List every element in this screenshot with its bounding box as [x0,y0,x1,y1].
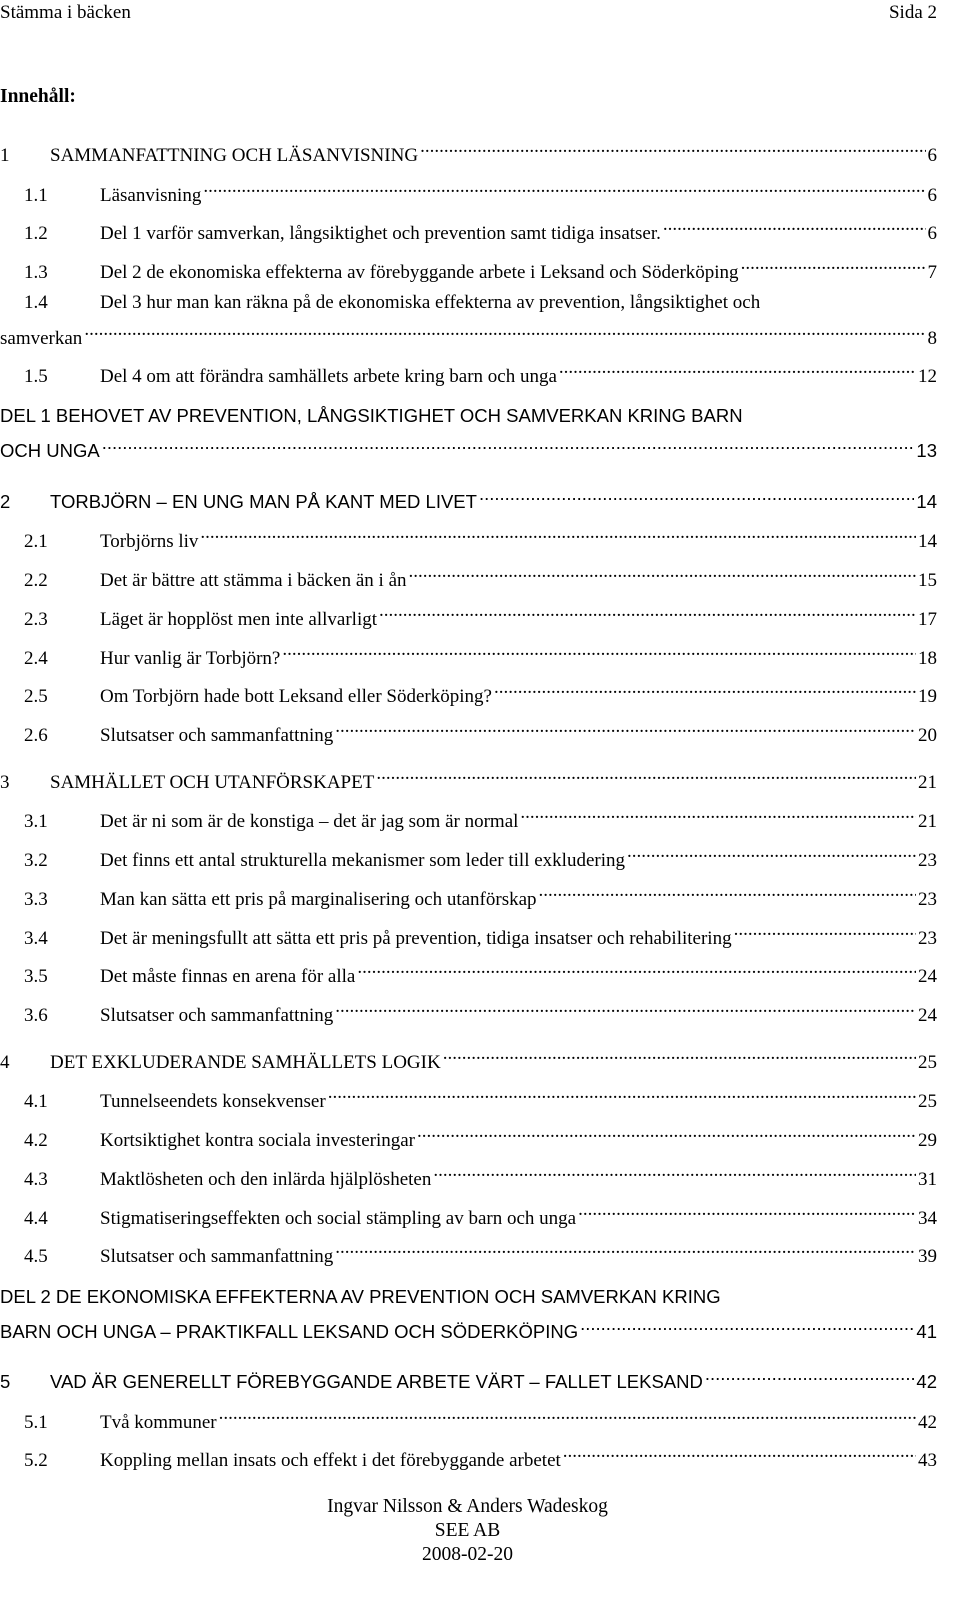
toc-entry-number: 1.4 [24,292,48,313]
toc-entry-number: 5.2 [24,1450,48,1471]
footer-date: 2008-02-20 [422,1544,513,1565]
toc-entry-number: 4.3 [24,1169,48,1190]
toc-entry-continuation[interactable] [0,316,937,349]
toc-entry-number: 3.3 [24,889,48,910]
dot-leader [357,954,916,982]
toc-entry-number: 1.2 [24,223,48,244]
toc-entry-page: 25 [918,1052,937,1073]
header-document-title: Stämma i bäcken [0,2,131,23]
dot-leader [741,250,926,278]
toc-entry-title: Läsanvisning [100,185,202,206]
toc-entry-page: 18 [918,648,937,669]
dot-leader [335,713,916,741]
toc-entry[interactable] [0,799,937,832]
toc-entry[interactable] [0,877,937,910]
dot-leader [376,760,916,788]
toc-entry[interactable] [0,211,937,244]
toc-entry-page: 14 [918,531,937,552]
toc-entry-number: 4.2 [24,1130,48,1151]
dot-leader [84,316,925,344]
toc-entry[interactable] [0,1283,937,1311]
toc-entry[interactable] [0,954,937,987]
toc-entry[interactable] [0,760,937,793]
dot-leader [203,173,925,201]
toc-entry-page: 23 [918,850,937,871]
toc-entry-number: 2.5 [24,686,48,707]
toc-entry-title: Det måste finnas en arena för alla [100,966,356,987]
dot-leader [282,636,916,664]
toc-entry[interactable] [0,173,937,206]
toc-entry-title: Det är ni som är de konstiga – det är jag som är normal [100,811,519,832]
toc-entry-title: Det finns ett antal strukturella mekanismer som leder till exkludering [100,850,625,871]
toc-entry-page: 14 [916,491,937,512]
toc-entry-title: Läget är hopplöst men inte allvarligt [100,609,378,630]
toc-entry[interactable] [0,250,937,283]
toc-entry-title-continuation: OCH UNGA [0,440,100,461]
toc-entry[interactable] [0,1079,937,1112]
toc-entry-number: 2.3 [24,609,48,630]
toc-entry-number: 4.1 [24,1091,48,1112]
toc-entry[interactable] [0,354,937,387]
toc-entry-page: 7 [927,262,937,283]
toc-entry-page: 13 [916,440,937,461]
toc-entry-page: 6 [927,145,937,166]
toc-entry-number: 1.1 [24,185,48,206]
toc-entry-title: Del 1 varför samverkan, långsiktighet och prevention samt tidiga insatser. [100,223,661,244]
toc-entry-page: 12 [918,366,937,387]
dot-leader [102,429,915,457]
dot-leader [409,558,916,586]
toc-entry-page: 8 [927,328,937,349]
toc-entry-number: 3.1 [24,811,48,832]
dot-leader [494,674,916,702]
toc-entry[interactable] [0,1438,937,1471]
toc-entry-page: 15 [918,570,937,591]
toc-entry-page: 6 [927,223,937,244]
toc-entry-title: Kortsiktighet kontra sociala investeringar [100,1130,415,1151]
toc-entry-title: DET EXKLUDERANDE SAMHÄLLETS LOGIK [50,1052,441,1073]
toc-entry-title: Det är bättre att stämma i bäcken än i ån [100,570,407,591]
toc-entry-title: Torbjörns liv [100,531,199,552]
toc-entry-title: Stigmatiseringseffekten och social stämpling av barn och unga [100,1208,577,1229]
toc-entry[interactable] [0,1157,937,1190]
toc-entry-title-continuation: BARN OCH UNGA – PRAKTIKFALL LEKSAND OCH SÖDERKÖPING [0,1321,579,1342]
toc-entry-page: 20 [918,725,937,746]
toc-entry-title: Del 3 hur man kan räkna på de ekonomiska effekterna av prevention, långsiktighet och [100,292,761,313]
toc-entry-number: 1.3 [24,262,48,283]
toc-entry-page: 21 [918,811,937,832]
toc-entry-page: 23 [918,928,937,949]
toc-entry-title: Del 2 de ekonomiska effekterna av förebyggande arbete i Leksand och Söderköping [100,262,739,283]
dot-leader [219,1400,916,1428]
toc-entry-number: 1.5 [24,366,48,387]
dot-leader [559,354,916,382]
toc-entry-page: 43 [918,1450,937,1471]
toc-entry-title: SAMMANFATTNING OCH LÄSANVISNING [50,145,419,166]
toc-entry-title: TORBJÖRN – EN UNG MAN PÅ KANT MED LIVET [50,491,477,512]
toc-entry-number: 3.2 [24,850,48,871]
toc-entry[interactable] [0,558,937,591]
dot-leader [433,1157,916,1185]
dot-leader [734,916,916,944]
toc-entry-page: 42 [918,1412,937,1433]
toc-entry-page: 39 [918,1246,937,1267]
dot-leader [479,480,914,508]
toc-entry-page: 6 [927,185,937,206]
toc-entry-page: 19 [918,686,937,707]
dot-leader [539,877,916,905]
toc-entry-page: 17 [918,609,937,630]
toc-entry-number: 3.4 [24,928,48,949]
toc-entry-number: 2.1 [24,531,48,552]
toc-entry-continuation[interactable] [0,429,937,461]
toc-entry[interactable] [0,636,937,669]
footer-authors: Ingvar Nilsson & Anders Wadeskog [327,1496,608,1517]
toc-entry[interactable] [0,993,937,1026]
toc-entry[interactable] [0,519,937,552]
dot-leader [200,519,916,547]
toc-entry-page: 42 [916,1371,937,1392]
toc-entry-title: Man kan sätta ett pris på marginalisering och utanförskap [100,889,537,910]
dot-leader [443,1040,916,1068]
toc-entry[interactable] [0,674,937,707]
toc-entry-title: Det är meningsfullt att sätta ett pris på prevention, tidiga insatser och rehabilitering [100,928,732,949]
toc-entry-number: 1 [0,145,10,166]
toc-entry-number: 3.5 [24,966,48,987]
toc-entry-page: 21 [918,772,937,793]
toc-entry-title: Två kommuner [100,1412,217,1433]
dot-leader [627,838,916,866]
toc-entry-number: 2.4 [24,648,48,669]
toc-entry-title: Slutsatser och sammanfattning [100,1246,334,1267]
toc-entry[interactable] [0,1040,937,1073]
toc-entry[interactable] [0,480,937,512]
toc-entry-page: 31 [918,1169,937,1190]
dot-leader [335,993,916,1021]
toc-entry-title: Tunnelseendets konsekvenser [100,1091,326,1112]
toc-entry[interactable] [0,916,937,949]
toc-entry-title: Slutsatser och sammanfattning [100,725,334,746]
toc-entry-continuation[interactable] [0,1310,937,1342]
toc-entry-number: 5.1 [24,1412,48,1433]
toc-entry-title: Slutsatser och sammanfattning [100,1005,334,1026]
toc-entry-page: 24 [918,966,937,987]
toc-entry[interactable] [0,1118,937,1151]
toc-entry-page: 24 [918,1005,937,1026]
toc-entry[interactable] [0,133,937,166]
toc-entry[interactable] [0,713,937,746]
toc-entry[interactable] [0,289,937,317]
dot-leader [420,133,925,161]
toc-entry-number: 2 [0,491,11,512]
toc-entry-number: 2.6 [24,725,48,746]
dot-leader [328,1079,916,1107]
toc-entry-title: Hur vanlig är Torbjörn? [100,648,281,669]
dot-leader [578,1196,916,1224]
toc-entry-number: 4.4 [24,1208,48,1229]
dot-leader [335,1234,916,1262]
toc-entry-title: Maktlösheten och den inlärda hjälplösheten [100,1169,432,1190]
toc-entry-title: Koppling mellan insats och effekt i det förebyggande arbetet [100,1450,561,1471]
toc-entry[interactable] [0,1234,937,1267]
toc-entry-page: 41 [916,1321,937,1342]
toc-entry-page: 23 [918,889,937,910]
dot-leader [705,1360,915,1388]
toc-entry[interactable] [0,1400,937,1433]
dot-leader [663,211,926,239]
toc-entry-number: 4 [0,1052,10,1073]
toc-entry[interactable] [0,1360,937,1392]
dot-leader [379,597,916,625]
toc-entry-page: 25 [918,1091,937,1112]
toc-entry-title: Del 4 om att förändra samhällets arbete kring barn och unga [100,366,557,387]
header-page-number: Sida 2 [888,2,937,23]
toc-entry-page: 34 [918,1208,937,1229]
dot-leader [417,1118,916,1146]
toc-entry-title: VAD ÄR GENERELLT FÖREBYGGANDE ARBETE VÄRT – FALLET LEKSAND [50,1371,703,1392]
toc-entry-title-continuation: samverkan [0,328,83,349]
footer-company: SEE AB [434,1520,501,1541]
toc-entry-number: 2.2 [24,570,48,591]
toc-entry-page: 29 [918,1130,937,1151]
toc-entry[interactable] [0,597,937,630]
dot-leader [563,1438,916,1466]
toc-entry-title: DEL 2 DE EKONOMISKA EFFEKTERNA AV PREVENTION OCH SAMVERKAN KRING [0,1286,721,1307]
toc-entry-number: 3 [0,772,10,793]
toc-entry-number: 4.5 [24,1246,48,1267]
page-header [0,0,937,26]
page-footer [300,1495,635,1567]
toc-entry-number: 5 [0,1371,11,1392]
toc-heading: Innehåll: [0,86,76,107]
toc-entry-number: 3.6 [24,1005,48,1026]
toc-entry[interactable] [0,838,937,871]
dot-leader [580,1310,914,1338]
dot-leader [520,799,916,827]
toc-entry[interactable] [0,402,937,430]
toc-entry-title: SAMHÄLLET OCH UTANFÖRSKAPET [50,772,375,793]
toc-entry-title: DEL 1 BEHOVET AV PREVENTION, LÅNGSIKTIGHET OCH SAMVERKAN KRING BARN [0,405,743,426]
toc-entry-title: Om Torbjörn hade bott Leksand eller Söderköping? [100,686,492,707]
toc-entry[interactable] [0,1196,937,1229]
